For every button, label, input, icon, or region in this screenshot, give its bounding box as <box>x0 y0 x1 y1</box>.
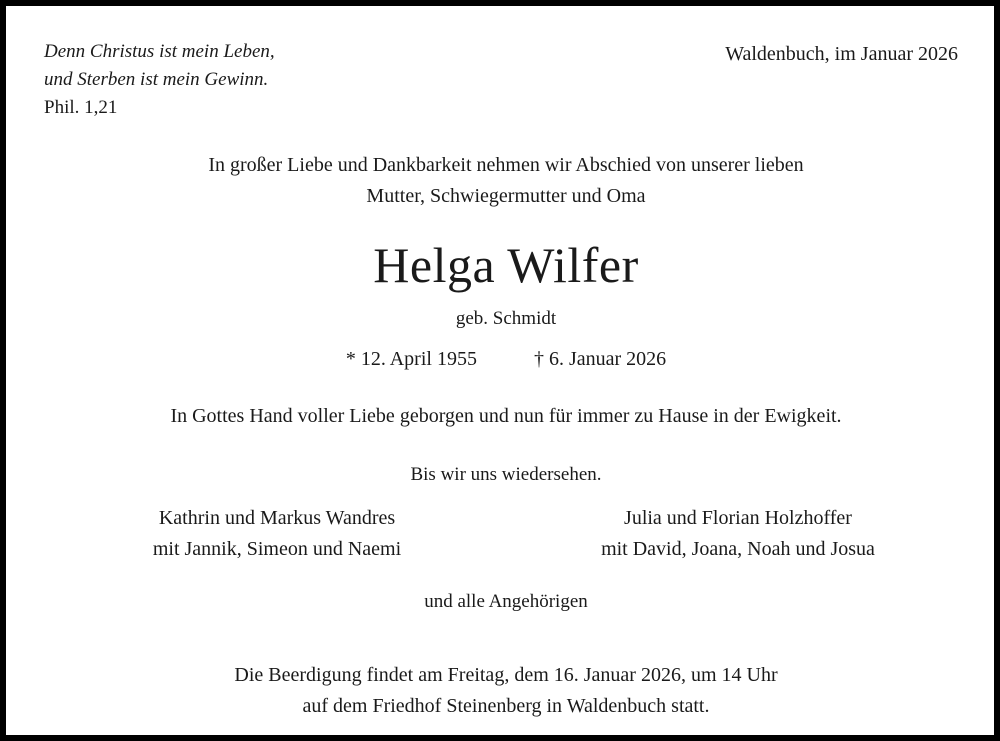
intro-text <box>6 150 1000 212</box>
death-date: † 6. Januar 2026 <box>533 348 667 370</box>
funeral-line-1: Die Beerdigung findet am Freitag, dem 16. Januar 2026, um 14 Uhr <box>234 664 778 686</box>
verse-reference: Phil. 1,21 <box>44 97 118 118</box>
family-left <box>102 503 452 565</box>
maiden-name: geb. Schmidt <box>455 308 557 329</box>
farewell-line: Bis wir uns wiedersehen. <box>410 464 602 485</box>
verse-line-2: und Sterben ist mein Gewinn. <box>44 69 269 90</box>
family-right-line-2: mit David, Joana, Noah und Josua <box>601 538 875 560</box>
relatives-line: und alle Angehörigen <box>424 591 588 612</box>
bible-verse <box>44 38 275 122</box>
family-right <box>558 503 918 565</box>
intro-line-1: In großer Liebe und Dankbarkeit nehmen wir Abschied von unserer lieben <box>208 154 804 176</box>
verse-line-1: Denn Christus ist mein Leben, <box>44 41 275 62</box>
deceased-name: Helga Wilfer <box>373 237 639 293</box>
family-right-line-1: Julia und Florian Holzhoffer <box>624 507 852 529</box>
intro-line-2: Mutter, Schwiegermutter und Oma <box>366 185 646 207</box>
faith-line: In Gottes Hand voller Liebe geborgen und nun für immer zu Hause in der Ewigkeit. <box>170 405 842 427</box>
funeral-line-2: auf dem Friedhof Steinenberg in Waldenbuch statt. <box>302 695 710 717</box>
funeral-info <box>6 660 1000 722</box>
family-left-line-2: mit Jannik, Simeon und Naemi <box>152 538 402 560</box>
place-date: Waldenbuch, im Januar 2026 <box>725 43 958 65</box>
life-dates <box>6 345 1000 373</box>
birth-date: * 12. April 1955 <box>345 348 477 370</box>
family-left-line-1: Kathrin und Markus Wandres <box>158 507 396 529</box>
